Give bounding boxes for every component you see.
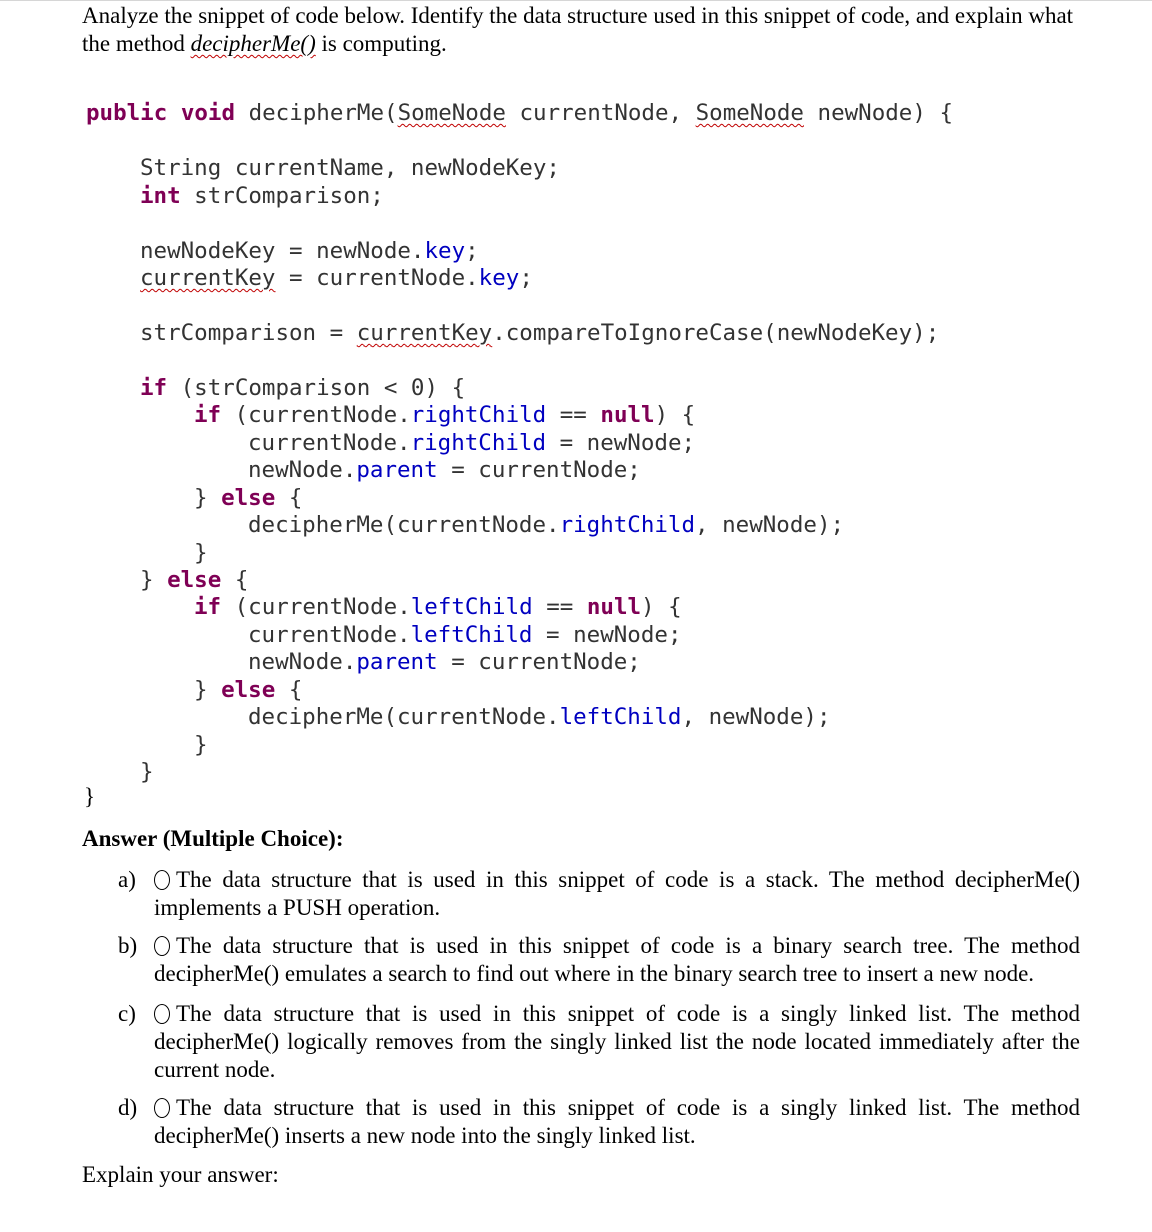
code-token: null bbox=[600, 402, 655, 428]
code-token: } bbox=[194, 677, 222, 703]
code-line bbox=[194, 593, 682, 621]
code-token: String bbox=[140, 155, 222, 181]
radio-circle-icon[interactable] bbox=[154, 870, 170, 890]
code-token: } bbox=[194, 540, 208, 566]
code-token: SomeNode bbox=[397, 100, 506, 126]
code-token: strComparison; bbox=[180, 183, 384, 209]
question-intro: Analyze the snippet of code below. Identify the data structure used in this snippet of code, and explain what the method bbox=[82, 3, 1074, 56]
code-token: ) { bbox=[641, 594, 682, 620]
code-token: ; bbox=[465, 238, 479, 264]
code-token: leftChild bbox=[559, 704, 682, 730]
code-token: rightChild bbox=[410, 402, 547, 428]
code-line bbox=[140, 237, 479, 265]
question-end: is computing. bbox=[315, 31, 447, 56]
code-token: ; bbox=[519, 265, 533, 291]
code-token: rightChild bbox=[410, 430, 547, 456]
code-token: .compareToIgnoreCase(newNodeKey); bbox=[492, 320, 940, 346]
code-token: currentNode. bbox=[248, 430, 411, 456]
option-letter: c) bbox=[118, 1001, 136, 1026]
code-token: else bbox=[167, 567, 222, 593]
option-letter: a) bbox=[118, 867, 136, 892]
option-text: The data structure that is used in this snippet of code is a singly linked list. The method decipherMe() logically removes from the singly linked list the node located immediately after the current node. bbox=[154, 1001, 1080, 1082]
code-token: decipherMe( bbox=[248, 100, 398, 126]
code-token: = newNode; bbox=[546, 430, 696, 456]
code-line bbox=[248, 648, 641, 676]
code-token: = currentNode. bbox=[275, 265, 479, 291]
code-token: decipherMe(currentNode. bbox=[248, 704, 560, 730]
radio-circle-icon[interactable] bbox=[154, 936, 170, 956]
code-line bbox=[140, 182, 384, 210]
code-token: int bbox=[140, 183, 181, 209]
option-text: The data structure that is used in this snippet of code is a stack. The method decipherMe() implements a PUSH operation. bbox=[154, 867, 1080, 920]
code-line bbox=[140, 566, 248, 594]
code-token: newNode) { bbox=[803, 100, 953, 126]
code-token: (currentNode. bbox=[221, 402, 411, 428]
code-token: = currentNode; bbox=[437, 649, 641, 675]
radio-circle-icon[interactable] bbox=[154, 1004, 170, 1024]
code-token: } bbox=[194, 732, 208, 758]
code-token: decipherMe(currentNode. bbox=[248, 512, 560, 538]
code-token: null bbox=[586, 594, 642, 620]
code-line bbox=[248, 703, 831, 731]
code-line bbox=[140, 154, 560, 182]
explain-label: Explain your answer: bbox=[82, 1162, 279, 1187]
code-line bbox=[248, 621, 682, 649]
code-token: (currentNode. bbox=[221, 594, 411, 620]
code-token: else bbox=[221, 485, 276, 511]
code-token: == bbox=[532, 594, 587, 620]
code-token: { bbox=[275, 677, 303, 703]
code-line bbox=[140, 374, 465, 402]
code-token: rightChild bbox=[559, 512, 696, 538]
code-token: leftChild bbox=[410, 594, 533, 620]
code-token: == bbox=[546, 402, 601, 428]
code-line bbox=[86, 99, 953, 127]
code-token: , newNode); bbox=[681, 704, 831, 730]
option-letter: d) bbox=[118, 1095, 138, 1120]
code-token: currentName, newNodeKey; bbox=[221, 155, 560, 181]
code-token: currentKey bbox=[356, 320, 493, 346]
code-token: } bbox=[194, 485, 222, 511]
code-token: if bbox=[194, 402, 222, 428]
code-token: { bbox=[275, 485, 303, 511]
code-token: } bbox=[140, 759, 154, 785]
code-token: key bbox=[478, 265, 520, 291]
code-token: (strComparison < 0) { bbox=[167, 375, 466, 401]
code-token: leftChild bbox=[410, 622, 533, 648]
code-line bbox=[248, 511, 844, 539]
code-token: = newNode; bbox=[532, 622, 682, 648]
code-line bbox=[194, 731, 208, 759]
code-line bbox=[248, 429, 695, 457]
code-token: newNode. bbox=[248, 649, 357, 675]
option-d[interactable] bbox=[118, 1094, 1080, 1150]
answer-title: Answer (Multiple Choice): bbox=[82, 826, 344, 851]
option-letter: b) bbox=[118, 933, 138, 958]
option-text: The data structure that is used in this snippet of code is a singly linked list. The method decipherMe() inserts a new node into the singly linked list. bbox=[154, 1095, 1080, 1148]
code-token: public void bbox=[86, 100, 249, 126]
code-line bbox=[140, 264, 533, 292]
code-token: strComparison = bbox=[140, 320, 357, 346]
code-token: SomeNode bbox=[695, 100, 804, 126]
code-token: ) { bbox=[654, 402, 696, 428]
option-c[interactable] bbox=[118, 1000, 1080, 1084]
code-line bbox=[194, 401, 695, 429]
option-b[interactable] bbox=[118, 932, 1080, 988]
code-token: if bbox=[194, 594, 222, 620]
code-token: else bbox=[221, 677, 276, 703]
code-token: = currentNode; bbox=[437, 457, 641, 483]
method-name: decipherMe() bbox=[190, 31, 316, 56]
code-token: currentNode. bbox=[248, 622, 411, 648]
code-token: parent bbox=[356, 649, 438, 675]
code-line bbox=[194, 539, 208, 567]
closing-brace: } bbox=[84, 784, 96, 809]
code-token: newNodeKey = newNode. bbox=[140, 238, 425, 264]
code-token: if bbox=[140, 375, 168, 401]
code-token: currentKey bbox=[140, 265, 276, 291]
option-a[interactable] bbox=[118, 866, 1080, 922]
code-line bbox=[140, 758, 154, 786]
code-line bbox=[194, 484, 302, 512]
code-token: , newNode); bbox=[695, 512, 845, 538]
code-token: currentNode, bbox=[505, 100, 696, 126]
code-token: key bbox=[424, 238, 466, 264]
radio-circle-icon[interactable] bbox=[154, 1098, 170, 1118]
code-token: parent bbox=[356, 457, 438, 483]
code-line bbox=[194, 676, 302, 704]
code-token: newNode. bbox=[248, 457, 357, 483]
option-text: The data structure that is used in this snippet of code is a binary search tree. The method decipherMe() emulates a search to find out where in the binary search tree to insert a new node. bbox=[154, 933, 1080, 986]
code-line bbox=[140, 319, 939, 347]
code-token: } bbox=[140, 567, 168, 593]
code-line bbox=[248, 456, 641, 484]
code-token: { bbox=[221, 567, 249, 593]
